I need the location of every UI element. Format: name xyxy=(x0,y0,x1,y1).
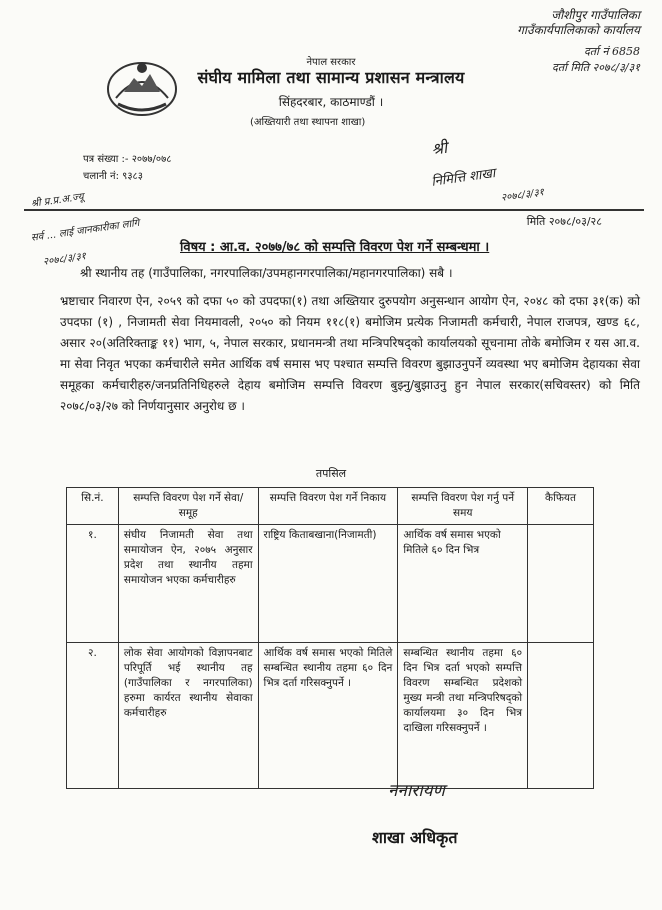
header-service-group: सम्पत्ति विवरण पेश गर्ने सेवा/समूह xyxy=(118,488,258,525)
row-remarks xyxy=(528,643,594,789)
section-name: (अख्तियारी तथा स्थापना शाखा) xyxy=(250,117,366,128)
row-deadline: सम्बन्धित स्थानीय तहमा ६० दिन भित्र दर्ता भएको सम्पत्ति विवरण सम्बन्धित प्रदेशको मुख्य मन्त्री तथा मन्त्रिपरिषद्को कार्यालयमा ३० दिन भित्र दाखिला गरिसक्नुपर्ने । xyxy=(398,643,528,789)
handwritten-note-left-1: श्री प्र.प्र.अ.ज्यू xyxy=(30,191,85,210)
handwritten-note-right-2: निमित्ति शाखा xyxy=(430,166,497,190)
stamp-office: गाउँकार्यपालिकाको कार्यालय xyxy=(517,23,640,37)
registration-number: दर्ता नं 6858 xyxy=(583,45,640,58)
table-row xyxy=(67,643,594,789)
header-deadline: सम्पत्ति विवरण पेश गर्नु पर्ने समय xyxy=(398,488,528,525)
header-submitting-body: सम्पत्ति विवरण पेश गर्ने निकाय xyxy=(258,488,398,525)
dispatch-number: चलानी नं: ९३८३ xyxy=(83,171,143,182)
registration-date: दर्ता मिति २०७८/३/३१ xyxy=(552,61,640,74)
handwritten-note-left-2: सर्व ... लाई जानकारीका लागि xyxy=(30,217,141,244)
handwritten-note-right-3: २०७८/३/३१ xyxy=(500,186,545,204)
letter-date: मिति २०७८/०३/२८ xyxy=(526,215,602,228)
table-header-row xyxy=(67,488,594,525)
stamp-municipality: जौशीपुर गाउँपालिका xyxy=(551,8,640,22)
handwritten-note-right-1: श्री xyxy=(430,137,449,159)
table-row xyxy=(67,525,594,643)
officer-title: शाखा अधिकृत xyxy=(372,828,458,847)
row-deadline: आर्थिक वर्ष समास भएको मितिले ६० दिन भित्र xyxy=(398,525,528,643)
handwritten-note-left-3: २०७८/३/३१ xyxy=(42,250,87,268)
row-service-group: लोक सेवा आयोगको विज्ञापनबाट परिपूर्ति भई स्थानीय तह (गाउँपालिका र नगरपालिका) हरुमा कार्यरत स्थानीय सेवाका कर्मचारीहरु xyxy=(118,643,258,789)
ministry-address: सिंहदरबार, काठमाण्डौं । xyxy=(278,95,384,109)
municipality-stamp xyxy=(517,8,640,38)
ministry-name: संघीय मामिला तथा सामान्य प्रशासन मन्त्रालय xyxy=(197,68,465,87)
header-remarks: कैफियत xyxy=(528,488,594,525)
letter-subject: विषय : आ.व. २०७७/७८ को सम्पत्ति विवरण पेश गर्ने सम्बन्धमा । xyxy=(180,240,490,255)
schedule-table xyxy=(66,487,594,789)
schedule-title: तपसिल xyxy=(315,467,347,480)
row-serial: १. xyxy=(67,525,119,643)
row-service-group: संघीय निजामती सेवा तथा समायोजन ऐन, २०७५ अनुसार प्रदेश तथा स्थानीय तहमा समायोजन भएका कर्मचारीहरु xyxy=(118,525,258,643)
row-submitting-body: राष्ट्रिय किताबखाना(निजामती) xyxy=(258,525,398,643)
row-submitting-body: आर्थिक वर्ष समास भएको मितिले सम्बन्धित स्थानीय तहमा ६० दिन भित्र दर्ता गरिसक्नुपर्ने । xyxy=(258,643,398,789)
row-remarks xyxy=(528,525,594,643)
letter-addressee: श्री स्थानीय तह (गाउँपालिका, नगरपालिका/उपमहानगरपालिका/महानगरपालिका) सबै । xyxy=(80,266,453,280)
row-serial: २. xyxy=(67,643,119,789)
letter-body: भ्रष्टाचार निवारण ऐन, २०५९ को दफा ५० को उपदफा(१) तथा अख्तियार दुरुपयोग अनुसन्धान आयोग ऐन, २०४८ को दफा ३१(क) को उपदफा (१) , निजामती सेवा नियमावली, २०५० को नियम ११८(१) बमोजिम प्रत्येक निजामती कर्मचारी, नेपाल राजपत्र, खण्ड ६८, असार २०(अतिरिक्ताङ्क ११) भाग, ५, नेपाल सरकार, प्रधानमन्त्री तथा मन्त्रिपरिषद्को कार्यालयको सूचनामा तोके बमोजिम र यस आ.व. मा सेवा निवृत भएका कर्मचारीले समेत आर्थिक वर्ष समास भए पश्चात सम्पत्ति विवरण बुझाउनुपर्ने व्यवस्था भए बमोजिम देहायका सेवा समूहका कर्मचारीहरु/जनप्रतिनिधिहरुले देहाय बमोजिम सम्पत्ति विवरण बुझ्नु/बुझाउनु हुन नेपाल सरकार(सचिवस्तर) को मिति २०७८/०३/२७ को निर्णयानुसार अनुरोध छ । xyxy=(60,294,640,413)
header-serial: सि.नं. xyxy=(67,488,119,525)
header-divider xyxy=(24,209,644,211)
officer-signature: ननारायण xyxy=(388,781,445,801)
government-name: नेपाल सरकार xyxy=(306,57,356,68)
letter-number: पत्र संख्या :- २०७७/०७८ xyxy=(83,154,172,165)
